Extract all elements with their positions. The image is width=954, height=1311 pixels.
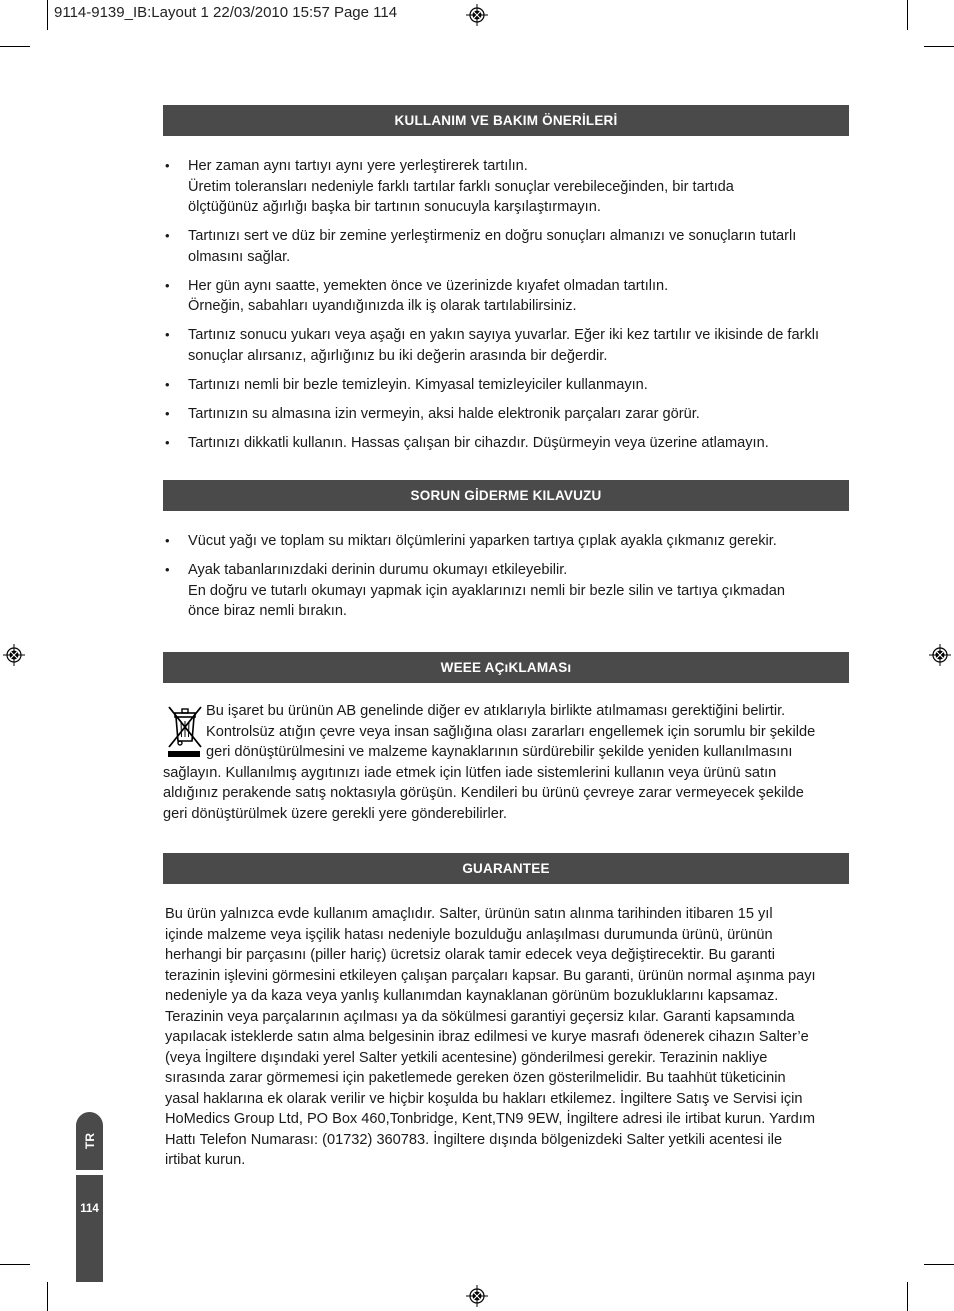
list-item xyxy=(163,560,853,622)
crop-mark xyxy=(924,1264,954,1265)
print-slug: 9114-9139_IB:Layout 1 22/03/2010 15:57 Page 114 xyxy=(54,4,398,21)
text-line: Örneğin, sabahları uyandığınızda ilk iş olarak tartılabilirsiniz. xyxy=(188,298,577,314)
text-line: Kontrolsüz atığın çevre veya insan sağlığına olası zararları engellemek için sorumlu bir şekilde xyxy=(206,723,816,740)
registration-mark-icon xyxy=(929,644,951,666)
text-line: • Ayak tabanlarınızdaki derinin durumu okumayı etkileyebilir. xyxy=(188,562,568,578)
text-line: aldığınız perakende satış noktasıyla görüşün. Kendileri bu ürünü çevreye zarar vermeyecek şekilde xyxy=(163,785,804,801)
crop-mark xyxy=(0,1264,30,1265)
text-line: Bu işaret bu ürünün AB genelinde diğer ev atıklarıyla birlikte atılmaması gerektiğini belirtir. xyxy=(206,703,786,719)
list-item xyxy=(163,325,853,366)
crop-mark xyxy=(907,1282,908,1311)
text-line: yapılacak isteklerde satın alma belgesinin ibraz edilmesi ve kurye masrafı ödenerek cihazın Salter’e xyxy=(165,1029,809,1045)
crossed-out-wheelie-bin-icon xyxy=(166,703,204,759)
list-item xyxy=(163,404,853,425)
weee-text xyxy=(206,701,856,763)
crop-mark xyxy=(907,0,908,30)
registration-mark-icon xyxy=(466,4,488,26)
registration-mark-icon xyxy=(3,644,25,666)
list-item xyxy=(163,433,853,454)
text-line: (veya İngiltere dışındaki yerel Salter yetkili acentesine) gönderilmesi gerekir. Terazinin nakliye xyxy=(165,1049,768,1066)
page-number-tab xyxy=(76,1175,103,1282)
list-item xyxy=(163,276,853,317)
text-line: nedeniyle ya da kaza veya yanlış kullanımdan kaynaklanan görünüm bozukluklarını kapsamaz. xyxy=(165,988,779,1004)
crop-mark xyxy=(0,46,30,47)
text-line: sonuçlar alırsanız, ağırlığınız bu iki değerin arasında bir değerdir. xyxy=(188,347,608,364)
text-line: • Tartınızı nemli bir bezle temizleyin. Kimyasal temizleyiciler kullanmayın. xyxy=(188,376,648,393)
text-line: sırasında zarar görmemesi için paketlemede gereken özen gösterilmelidir. Bu taahhüt tüketicinin xyxy=(165,1070,786,1086)
text-line: • Tartınızın su almasına izin vermeyin, aksi halde elektronik parçaları zarar görür. xyxy=(188,405,700,422)
text-line: geri dönüştürülmesini ve malzeme kaynaklarının sürdürebilir şekilde yeniden kullanılmasını xyxy=(206,744,793,760)
crop-mark xyxy=(47,1282,48,1311)
text-line: olmasını sağlar. xyxy=(188,248,291,265)
text-line: geri dönüştürülmek üzere gerekli yere gönderebilirler. xyxy=(163,805,507,822)
section-header-care: KULLANIM VE BAKIM ÖNERİLERİ xyxy=(163,105,849,136)
crop-mark xyxy=(924,46,954,47)
registration-mark-icon xyxy=(466,1285,488,1307)
text-line: • Tartınız sonucu yukarı veya aşağı en yakın sayıya yuvarlar. Eğer iki kez tartılır ve ikisinde de farklı xyxy=(188,327,820,343)
text-line: HoMedics Group Ltd, PO Box 460,Tonbridge, Kent,TN9 9EW, İngiltere adresi ile irtibat kurun. Yardım xyxy=(165,1111,816,1127)
text-line: • Tartınızı sert ve düz bir zemine yerleştirmeniz en doğru sonuçları almanızı ve sonuçların tutarlı xyxy=(188,228,797,244)
text-line: Üretim toleransları nedeniyle farklı tartılar farklı sonuçlar verebileceğinden, bir tartıda xyxy=(188,178,734,195)
text-line: sağlayın. Kullanılmış aygıtınızı iade etmek için lütfen iade sistemlerini kullanın veya ürünü satın xyxy=(163,764,777,781)
text-line: ölçtüğünüz ağırlığı başka bir tartının sonucuyla karşılaştırmayın. xyxy=(188,199,601,215)
language-tab xyxy=(76,1112,103,1170)
guarantee-text xyxy=(165,904,855,1171)
text-line: • Tartınızı dikkatli kullanın. Hassas çalışan bir cihazdır. Düşürmeyin veya üzerine atlamayın. xyxy=(188,434,769,451)
list-item xyxy=(163,226,853,267)
text-line: • Her zaman aynı tartıyı aynı yere yerleştirerek tartılın. xyxy=(188,158,528,174)
text-line: irtibat kurun. xyxy=(165,1152,246,1168)
text-line: • Vücut yağı ve toplam su miktarı ölçümlerini yaparken tartıya çıplak ayakla çıkmanız gerekir. xyxy=(188,533,777,549)
crop-mark xyxy=(47,0,48,30)
section-header-troubleshooting: SORUN GİDERME KILAVUZU xyxy=(163,480,849,511)
text-line: En doğru ve tutarlı okumayı yapmak için ayaklarınızı nemli bir bezle silin ve tartıya çıkmadan xyxy=(188,582,785,599)
text-line: • Her gün aynı saatte, yemekten önce ve üzerinizde kıyafet olmadan tartılın. xyxy=(188,277,669,294)
text-line: terazinin işlevini görmesini etkileyen çalışan parçaları kapsar. Bu garanti, ürünün normal aşınma payı xyxy=(165,967,816,984)
text-line: önce biraz nemli bırakın. xyxy=(188,603,347,619)
care-list xyxy=(163,156,853,462)
language-code: TR xyxy=(82,1133,97,1149)
list-item xyxy=(163,375,853,396)
text-line: Hattı Telefon Numarası: (01732) 360783. İngiltere dışında bölgenizdeki Salter yetkili acentesi ile xyxy=(165,1131,783,1148)
text-line: Bu ürün yalnızca evde kullanım amaçlıdır. Salter, ürünün satın alınma tarihinden itibaren 15 yıl xyxy=(165,906,773,922)
text-line: yasal haklarına ek olarak verilir ve hiçbir koşulda bu hakları etkilemez. İngiltere Satış ve Servisi için xyxy=(165,1090,803,1107)
list-item xyxy=(163,156,853,218)
text-line: herhangi bir parçasını (piller hariç) ücretsiz olarak tamir edecek veya değiştirecektir. Bu garanti xyxy=(165,947,775,963)
troubleshooting-list xyxy=(163,531,853,630)
weee-text-continued xyxy=(163,763,856,825)
page-number: 114 xyxy=(80,1203,99,1215)
text-line: Terazinin veya parçalarının açılması ya da sökülmesi garantiyi geçersiz kılar. Garanti kapsamında xyxy=(165,1008,795,1025)
section-header-guarantee: GUARANTEE xyxy=(163,853,849,884)
text-line: içinde malzeme veya işçilik hatası nedeniyle bozulduğu anlaşılması durumunda ürünü, ürünün xyxy=(165,926,773,943)
section-header-weee: WEEE AÇıKLAMASı xyxy=(163,652,849,683)
list-item xyxy=(163,531,853,552)
